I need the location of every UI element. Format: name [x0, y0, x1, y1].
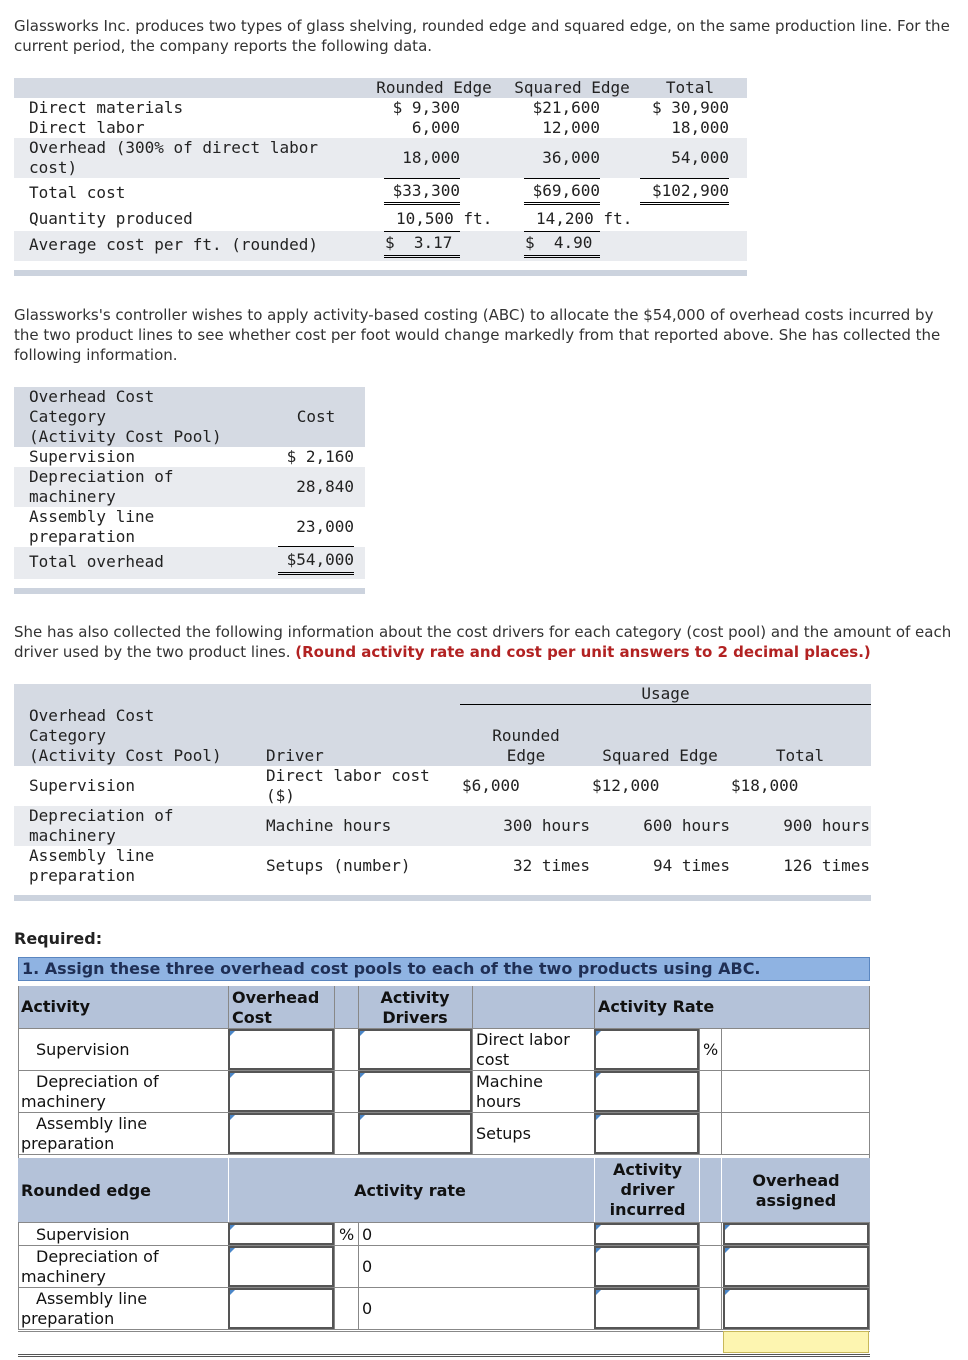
cell: 6,000 [411, 118, 460, 137]
rounded-overhead-input-assembly[interactable] [228, 1288, 334, 1329]
driver-label: Machine [476, 1072, 543, 1091]
cell: 18,000 [671, 118, 729, 137]
rounded-activity-label: machinery [21, 1267, 106, 1286]
activity-driver-input-depreciation[interactable] [358, 1071, 472, 1112]
usage-header: Usage [641, 684, 690, 703]
usage-cell: $18,000 [731, 776, 799, 795]
rounded-header: Edge [506, 746, 546, 765]
pool-header: Category [29, 407, 107, 426]
squared-header: Squared Edge [602, 746, 718, 765]
overhead-assigned-input-assembly[interactable] [723, 1288, 869, 1329]
usage-cell: 600 hours [643, 816, 730, 835]
computed-rate: 0 [362, 1299, 373, 1318]
activity-label: preparation [21, 1134, 115, 1153]
header-driver-incurred: Activity [613, 1160, 682, 1179]
driver-pool-header: Category [29, 726, 107, 745]
percent-suffix: % [703, 1040, 719, 1059]
activity-driver-input-assembly[interactable] [358, 1113, 472, 1154]
cell: 18,000 [402, 148, 460, 167]
activity-rate-input-supervision[interactable] [594, 1029, 699, 1070]
rounded-header: Rounded [492, 726, 560, 745]
row-label: Total cost [29, 183, 126, 202]
percent-symbol: % [339, 1225, 355, 1244]
pool-header: (Activity Cost Pool) [29, 427, 222, 446]
cell: 10,500 ft. [396, 209, 493, 228]
activity-rate-input-depreciation[interactable] [594, 1071, 699, 1112]
overhead-cost-input-supervision[interactable] [228, 1029, 334, 1070]
pool-cost: $54,000 [286, 550, 354, 569]
paragraph-abc: Glassworks's controller wishes to apply activity-based costing (ABC) to allocate the $54,000 of overhead costs incurred by the two product lines to see whether cost per foot would change markedly from that reported above. She has collected the following information. [14, 306, 941, 364]
cost-header: Cost [296, 407, 336, 426]
cell: $ 3.17 [385, 233, 453, 252]
header-total: Total [665, 78, 715, 97]
cell: $ 9,300 [392, 98, 460, 117]
required-label: Required: [14, 929, 103, 948]
driver-name: Machine hours [266, 816, 392, 835]
overhead-assigned-total [723, 1331, 869, 1353]
header-driver-incurred: driver [620, 1180, 675, 1199]
activity-label: Depreciation of [36, 1072, 159, 1091]
cell: 36,000 [542, 148, 600, 167]
header-activity: Activity [21, 997, 90, 1016]
pool-label: Supervision [29, 447, 135, 466]
header-rounded-edge: Rounded edge [21, 1181, 152, 1200]
rounded-activity-label: Assembly line [36, 1289, 148, 1308]
driver-pool: preparation [29, 866, 135, 885]
cell: $ 30,900 [651, 98, 729, 117]
overhead-cost-input-assembly[interactable] [228, 1113, 334, 1154]
header-overhead-assigned: assigned [755, 1191, 837, 1210]
pool-label: Depreciation of [29, 467, 174, 486]
total-header: Total [775, 746, 825, 765]
activity-label: Assembly line [36, 1114, 148, 1133]
pool-cost: 23,000 [296, 517, 354, 536]
cell: $21,600 [532, 98, 600, 117]
activity-rate-input-assembly[interactable] [594, 1113, 699, 1154]
cell: $69,600 [532, 181, 600, 200]
rounded-activity-label: preparation [21, 1309, 115, 1328]
overhead-assigned-input-supervision[interactable] [723, 1223, 869, 1245]
usage-cell: 126 times [783, 856, 870, 875]
driver-pool: Assembly line [29, 846, 155, 865]
row-label: Direct labor [29, 118, 145, 137]
usage-cell: $12,000 [592, 776, 660, 795]
header-driver-incurred: incurred [609, 1200, 686, 1219]
row-label: Direct materials [29, 98, 184, 117]
row-label: cost) [29, 158, 78, 177]
usage-cell: 32 times [512, 856, 590, 875]
cell: $ 4.90 [525, 233, 593, 252]
header-activity-rate-2: Activity rate [354, 1181, 466, 1200]
pool-label: preparation [29, 527, 135, 546]
pool-label: Assembly line [29, 507, 155, 526]
activity-label: Supervision [36, 1040, 130, 1059]
header-squared-edge: Squared Edge [514, 78, 630, 97]
cell: 14,200 ft. [536, 209, 633, 228]
usage-cell: 300 hours [503, 816, 590, 835]
usage-cell: $6,000 [462, 776, 520, 795]
intro-text: Glassworks Inc. produces two types of glass shelving, rounded edge and squared edge, on the same production line. For the current period, the company reports the following data. [14, 17, 950, 55]
overhead-cost-input-depreciation[interactable] [228, 1071, 334, 1112]
cell: $33,300 [392, 181, 460, 200]
driver-label: cost [476, 1050, 510, 1069]
rounded-activity-label: Supervision [36, 1225, 130, 1244]
rounding-note: (Round activity rate and cost per unit answers to 2 decimal places.) [295, 643, 871, 661]
row-label: Quantity produced [29, 209, 193, 228]
cell: 12,000 [542, 118, 600, 137]
driver-incurred-input-assembly[interactable] [594, 1288, 699, 1329]
header-activity-drivers: Activity [380, 988, 450, 1007]
driver-label: hours [476, 1092, 521, 1111]
cell: 54,000 [671, 148, 729, 167]
driver-pool-header: Overhead Cost [29, 706, 155, 725]
pool-label: machinery [29, 487, 116, 506]
driver-pool-header: (Activity Cost Pool) [29, 746, 222, 765]
row-label: Overhead (300% of direct labor [29, 138, 318, 157]
pool-cost: 28,840 [296, 477, 354, 496]
computed-rate: 0 [362, 1257, 373, 1276]
pool-label: Total overhead [29, 552, 164, 571]
activity-label: machinery [21, 1092, 106, 1111]
driver-name: Direct labor cost [266, 766, 430, 785]
header-activity-drivers: Drivers [382, 1008, 448, 1027]
rounded-activity-label: Depreciation of [36, 1247, 159, 1266]
driver-header: Driver [266, 746, 324, 765]
rounded-overhead-input-depreciation[interactable] [228, 1246, 334, 1287]
paragraph-drivers: She has also collected the following information about the cost drivers for each category (cost pool) and the amount of each driver used by the two product lines. (Round activity rate and cost per unit answers to 2 decimal places.) [14, 623, 952, 661]
computed-rate: 0 [362, 1225, 373, 1244]
driver-pool: machinery [29, 826, 116, 845]
header-overhead-assigned: Overhead [752, 1171, 840, 1190]
driver-incurred-input-supervision[interactable] [594, 1223, 699, 1245]
header-rounded-edge: Rounded Edge [376, 78, 492, 97]
pool-cost: $ 2,160 [286, 447, 354, 466]
driver-label: Direct labor [476, 1030, 570, 1049]
driver-label: Setups [476, 1124, 531, 1143]
driver-name: Setups (number) [266, 856, 411, 875]
driver-pool: Supervision [29, 776, 135, 795]
usage-cell: 900 hours [783, 816, 870, 835]
header-activity-rate: Activity Rate [598, 997, 715, 1016]
pool-header: Overhead Cost [29, 387, 155, 406]
usage-cell: 94 times [652, 856, 730, 875]
driver-name: ($) [266, 786, 295, 805]
rounded-overhead-input-supervision[interactable] [228, 1223, 334, 1245]
activity-driver-input-supervision[interactable] [358, 1029, 472, 1070]
header-overhead-cost: Cost [232, 1008, 272, 1027]
driver-incurred-input-depreciation[interactable] [594, 1246, 699, 1287]
question-text: 1. Assign these three overhead cost pools to each of the two products using ABC. [22, 959, 761, 978]
overhead-assigned-input-depreciation[interactable] [723, 1246, 869, 1287]
row-label: Average cost per ft. (rounded) [29, 235, 318, 254]
cell: $102,900 [651, 181, 729, 200]
header-overhead-cost: Overhead [232, 988, 320, 1007]
driver-pool: Depreciation of [29, 806, 174, 825]
